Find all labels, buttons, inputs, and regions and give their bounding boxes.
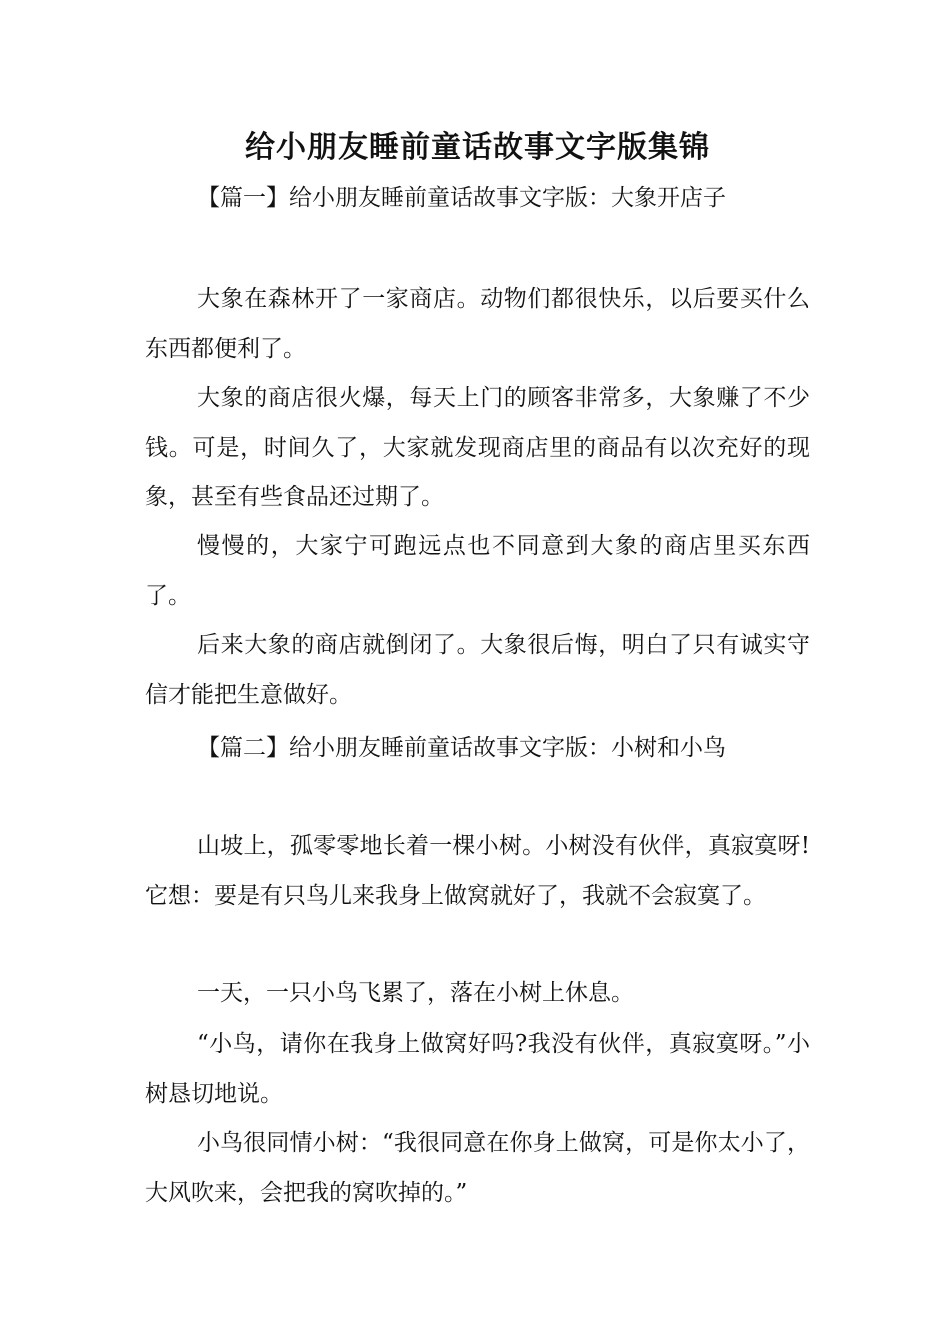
document-title: 给小朋友睡前童话故事文字版集锦 bbox=[245, 130, 710, 165]
story-2-paragraph-3: “小鸟，请你在我身上做窝好吗?我没有伙伴，真寂寞呀。”小树恳切地说。 bbox=[145, 1031, 810, 1107]
story-2-paragraph-1: 山坡上，孤零零地长着一棵小树。小树没有伙伴，真寂寞呀!它想：要是有只鸟儿来我身上做窝就好了，我就不会寂寞了。 bbox=[145, 833, 810, 909]
story-1-heading: 【篇一】给小朋友睡前童话故事文字版：大象开店子 bbox=[197, 185, 726, 211]
story-1-paragraph-1: 大象在森林开了一家商店。动物们都很快乐，以后要买什么东西都便利了。 bbox=[145, 286, 810, 362]
story-2-paragraph-4: 小鸟很同情小树：“我很同意在你身上做窝，可是你太小了，大风吹来，会把我的窝吹掉的。” bbox=[145, 1130, 810, 1206]
story-1-paragraph-3: 慢慢的，大家宁可跑远点也不同意到大象的商店里买东西了。 bbox=[145, 533, 810, 609]
story-2-paragraph-2: 一天，一只小鸟飞累了，落在小树上休息。 bbox=[197, 980, 634, 1006]
story-1-paragraph-2: 大象的商店很火爆，每天上门的顾客非常多，大象赚了不少钱。可是，时间久了，大家就发现商店里的商品有以次充好的现象，甚至有些食品还过期了。 bbox=[145, 385, 810, 510]
story-2-heading: 【篇二】给小朋友睡前童话故事文字版：小树和小鸟 bbox=[197, 735, 726, 761]
story-1-paragraph-4: 后来大象的商店就倒闭了。大象很后悔，明白了只有诚实守信才能把生意做好。 bbox=[145, 632, 810, 708]
